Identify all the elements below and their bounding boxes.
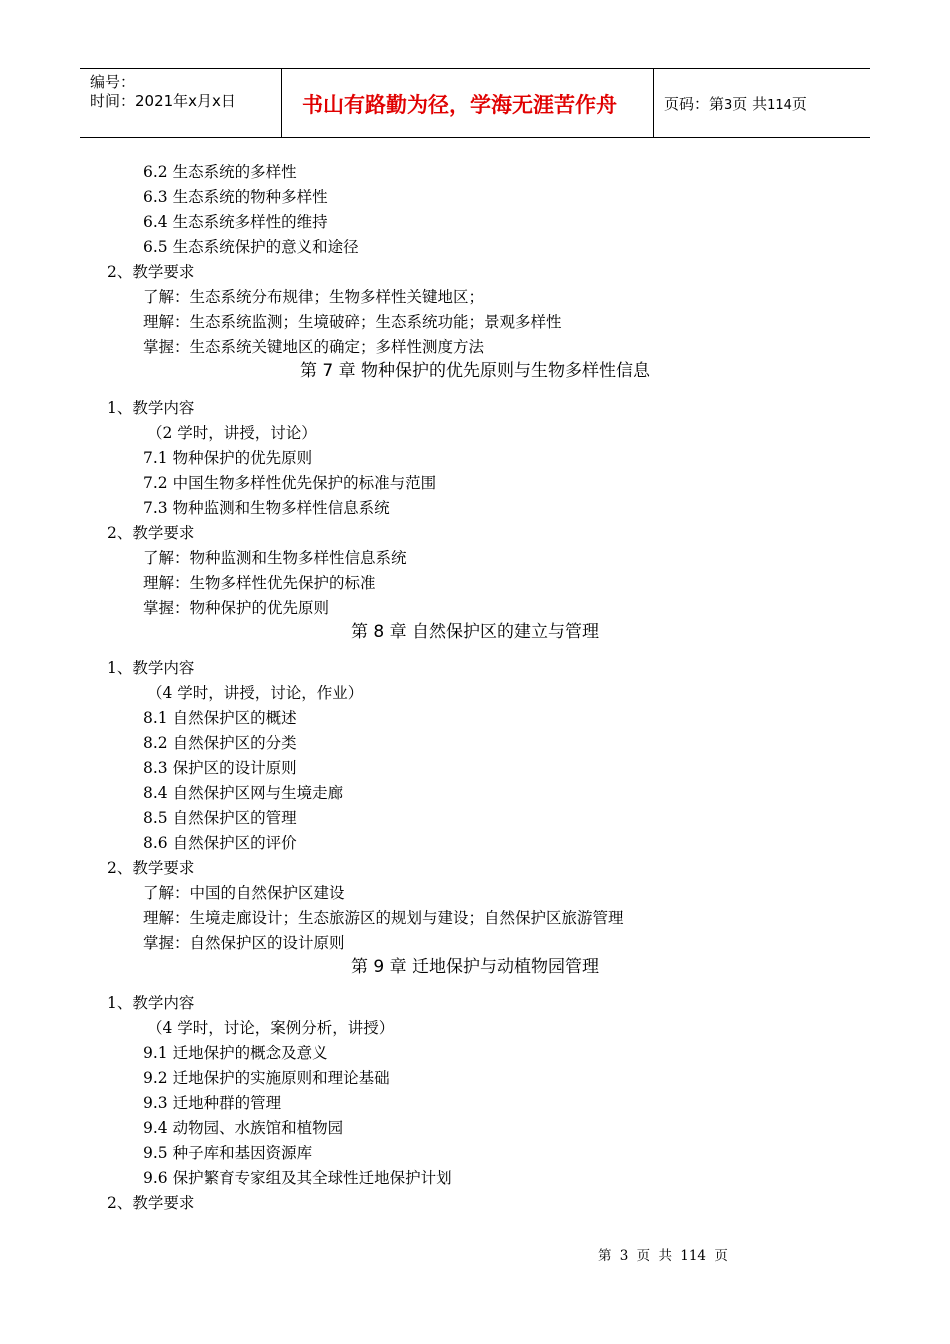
page-current: 3 <box>724 98 733 113</box>
date-label: 时间：2021年x月x日 <box>90 92 236 110</box>
header-right-cell <box>654 69 870 137</box>
page-mid: 页 共 <box>732 95 768 113</box>
outline-item: 9.3 迁地种群的管理 <box>143 1094 282 1112</box>
page-info <box>664 95 807 115</box>
page-footer: 第 3 页 共 114 页 <box>598 1248 728 1264</box>
outline-item: 6.5 生态系统保护的意义和途径 <box>143 238 359 256</box>
outline-item: 9.6 保护繁育专家组及其全球性迁地保护计划 <box>143 1169 452 1187</box>
outline-item: 6.2 生态系统的多样性 <box>143 163 297 181</box>
outline-item: 8.3 保护区的设计原则 <box>143 759 297 777</box>
section-heading: 2、教学要求 <box>107 859 195 877</box>
outline-item: 7.1 物种保护的优先原则 <box>143 449 313 467</box>
section-heading: 2、教学要求 <box>107 1194 195 1212</box>
chapter-title: 第 8 章 自然保护区的建立与管理 <box>350 622 600 642</box>
section-heading: 1、教学内容 <box>107 659 195 677</box>
outline-item: 8.6 自然保护区的评价 <box>143 834 297 852</box>
header-left-cell <box>80 69 282 137</box>
outline-item: 8.1 自然保护区的概述 <box>143 709 297 727</box>
page-prefix: 页码：第 <box>664 95 725 113</box>
requirement-item: 掌握：物种保护的优先原则 <box>143 599 330 617</box>
requirement-item: 了解：中国的自然保护区建设 <box>143 884 345 902</box>
outline-item: 6.4 生态系统多样性的维持 <box>143 213 328 231</box>
outline-item: 9.2 迁地保护的实施原则和理论基础 <box>143 1069 390 1087</box>
motto-text: 书山有路勤为径，学海无涯苦作舟 <box>302 93 617 117</box>
outline-item: 8.5 自然保护区的管理 <box>143 809 297 827</box>
requirement-item: 掌握：生态系统关键地区的确定；多样性测度方法 <box>143 338 485 356</box>
header-table <box>80 68 870 138</box>
outline-item: 7.3 物种监测和生物多样性信息系统 <box>143 499 390 517</box>
header-middle-cell <box>282 69 654 137</box>
outline-item: 8.4 自然保护区网与生境走廊 <box>143 784 344 802</box>
page-total: 114 <box>767 98 792 113</box>
requirement-item: 了解：物种监测和生物多样性信息系统 <box>143 549 407 567</box>
outline-item: 7.2 中国生物多样性优先保护的标准与范围 <box>143 474 437 492</box>
page-suffix: 页 <box>791 95 807 113</box>
section-heading: 1、教学内容 <box>107 994 195 1012</box>
requirement-item: 理解：生物多样性优先保护的标准 <box>143 574 376 592</box>
outline-item: 9.4 动物园、水族馆和植物园 <box>143 1119 344 1137</box>
outline-item: 9.5 种子库和基因资源库 <box>143 1144 313 1162</box>
section-heading: 2、教学要求 <box>107 524 195 542</box>
hours-note: （2 学时，讲授，讨论） <box>147 424 317 442</box>
section-heading: 2、教学要求 <box>107 263 195 281</box>
hours-note: （4 学时，讨论，案例分析，讲授） <box>147 1019 395 1037</box>
requirement-item: 理解：生态系统监测；生境破碎；生态系统功能；景观多样性 <box>143 313 562 331</box>
requirement-item: 了解：生态系统分布规律；生物多样性关键地区； <box>143 288 485 306</box>
requirement-item: 理解：生境走廊设计；生态旅游区的规划与建设；自然保护区旅游管理 <box>143 909 624 927</box>
requirement-item: 掌握：自然保护区的设计原则 <box>143 934 345 952</box>
chapter-title: 第 7 章 物种保护的优先原则与生物多样性信息 <box>299 361 651 381</box>
outline-item: 9.1 迁地保护的概念及意义 <box>143 1044 328 1062</box>
outline-item: 6.3 生态系统的物种多样性 <box>143 188 328 206</box>
hours-note: （4 学时，讲授，讨论，作业） <box>147 684 364 702</box>
outline-item: 8.2 自然保护区的分类 <box>143 734 297 752</box>
chapter-title: 第 9 章 迁地保护与动植物园管理 <box>350 957 600 977</box>
section-heading: 1、教学内容 <box>107 399 195 417</box>
number-label: 编号： <box>90 73 136 91</box>
